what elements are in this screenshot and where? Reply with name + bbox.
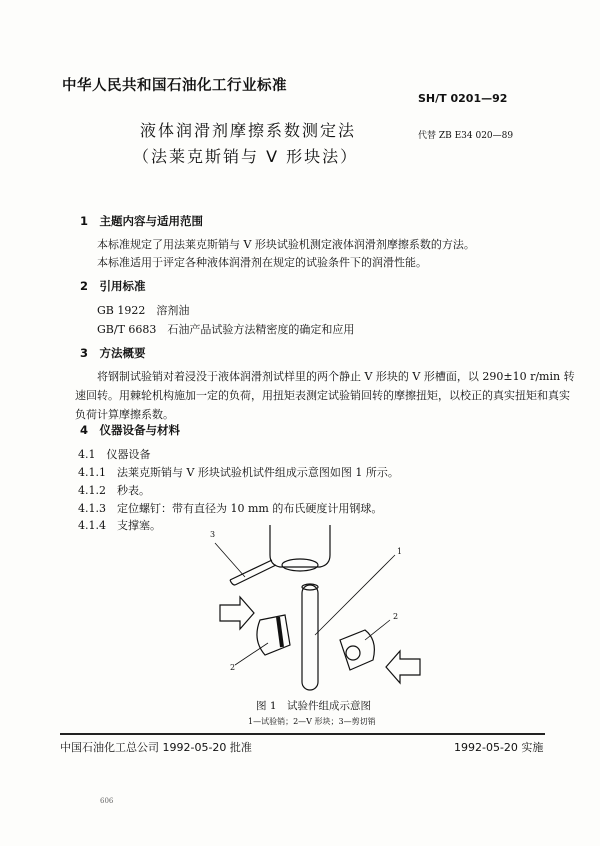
approval-date: 中国石油化工总公司 1992-05-20 批准 <box>60 741 252 754</box>
effective-date: 1992-05-20 实施 <box>454 741 544 754</box>
document-title: 液体润滑剂摩擦系数测定法 <box>140 121 357 140</box>
load-arrow-right <box>386 651 420 683</box>
issuing-standard-header: 中华人民共和国石油化工行业标准 <box>62 78 287 94</box>
callout-label: 2 <box>230 663 236 672</box>
paragraph-line: 将钢制试验销对着浸没于液体润滑剂试样里的两个静止 V 形块的 V 形槽面，以 290±10 r/min 转 <box>97 370 575 383</box>
document-subtitle: （法莱克斯销与 V 形块法） <box>133 147 359 166</box>
paragraph: 本标准适用于评定各种液体润滑剂在规定的试验条件下的润滑性能。 <box>97 256 427 269</box>
clause: 4.1.3 定位螺钉：带有直径为 10 mm 的布氏硬度计用钢球。 <box>78 502 383 515</box>
reference-item: GB 1922 溶剂油 <box>97 304 190 317</box>
paragraph-line: 速回转。用棘轮机构施加一定的负荷，用扭矩表测定试验销回转的摩擦扭矩，以校正的真实扭矩和真实 <box>75 389 570 402</box>
figure-legend: 1—试验销；2—V 形块；3—剪切销 <box>248 717 376 726</box>
page-number: 606 <box>100 797 114 805</box>
shear-pin <box>230 560 276 585</box>
test-piece-diagram <box>190 525 440 705</box>
replaces-note: 代替 ZB E34 020—89 <box>418 131 514 141</box>
callout-label: 3 <box>210 530 216 539</box>
callout-label: 2 <box>393 612 399 621</box>
test-pin <box>302 585 318 690</box>
standard-code: SH/T 0201—92 <box>418 92 508 105</box>
v-block-right <box>340 630 374 670</box>
section-1-heading: 1 主题内容与适用范围 <box>80 214 204 228</box>
callout-label: 1 <box>397 547 403 556</box>
clause: 4.1.4 支撑塞。 <box>78 519 161 532</box>
paragraph-line: 负荷计算摩擦系数。 <box>75 408 174 421</box>
section-4-heading: 4 仪器设备与材料 <box>80 423 181 437</box>
footer-rule <box>60 733 545 735</box>
paragraph: 本标准规定了用法莱克斯销与 V 形块试验机测定液体润滑剂摩擦系数的方法。 <box>97 238 475 251</box>
v-block-left <box>257 615 290 655</box>
clause: 4.1.1 法莱克斯销与 V 形块试验机试件组成示意图如图 1 所示。 <box>78 466 399 479</box>
drive-chuck <box>270 525 330 567</box>
figure-caption: 图 1 试验件组成示意图 <box>256 700 372 712</box>
rotation-arrow <box>282 559 318 571</box>
section-2-heading: 2 引用标准 <box>80 279 146 293</box>
clause: 4.1.2 秒表。 <box>78 484 150 497</box>
clause: 4.1 仪器设备 <box>78 448 151 461</box>
section-3-heading: 3 方法概要 <box>80 346 146 360</box>
reference-item: GB/T 6683 石油产品试验方法精密度的确定和应用 <box>97 323 355 336</box>
load-arrow-left <box>220 597 254 629</box>
